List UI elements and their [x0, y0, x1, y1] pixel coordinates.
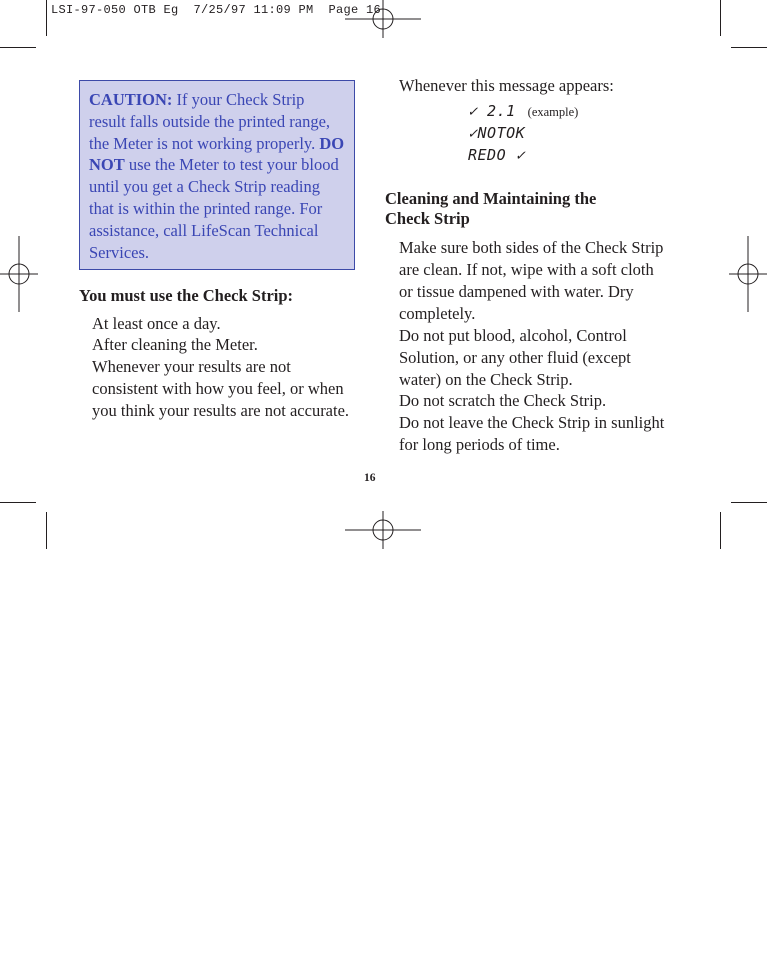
meter-display	[468, 102, 648, 168]
page-number: 16	[364, 472, 376, 484]
crop-mark-top-right-v	[720, 0, 721, 36]
caution-label: CAUTION:	[89, 90, 173, 109]
left-item-1: At least once a day.	[92, 314, 221, 333]
display-line-3: REDO ✓	[468, 146, 526, 164]
right-heading: Cleaning and Maintaining the Check Strip	[385, 189, 597, 228]
left-item-3: Whenever your results are not consistent with how you feel, or when you think your results are not accurate.	[92, 357, 350, 420]
caution-emphasis: DO NOT	[89, 133, 345, 175]
right-item-4: Do not leave the Check Strip in sunlight for long periods of time.	[399, 413, 665, 454]
caution-box	[79, 80, 355, 270]
left-item-2: After cleaning the Meter.	[92, 335, 258, 354]
registration-mark-left-icon	[0, 236, 38, 312]
print-slug: LSI-97-050 OTB Eg 7/25/97 11:09 PM Page 16	[51, 3, 382, 17]
display-example-note: (example)	[527, 105, 579, 119]
display-line-1: ✓ 2.1	[468, 102, 516, 120]
crop-mark-top-left-v	[46, 0, 47, 36]
right-item-3: Do not scratch the Check Strip.	[399, 391, 607, 410]
registration-mark-top-icon	[345, 0, 421, 38]
crop-mark-bottom-left-h	[0, 502, 36, 503]
crop-mark-top-right-h	[731, 47, 767, 48]
registration-mark-right-icon	[729, 236, 767, 312]
crop-mark-bottom-right-h	[731, 502, 767, 503]
crop-mark-bottom-left-v	[46, 512, 47, 549]
crop-mark-bottom-right-v	[720, 512, 721, 549]
crop-mark-top-left-h	[0, 47, 36, 48]
right-item-1: Make sure both sides of the Check Strip are clean. If not, wipe with a soft cloth or tissue dampened with water. Dry completely.	[399, 238, 664, 323]
display-line-2: ✓NOTOK	[468, 124, 526, 142]
caution-text-1: If your Check Strip result falls outside the printed range, the Meter is not working properly.	[89, 90, 331, 153]
right-intro: Whenever this message appears:	[399, 76, 614, 95]
caution-text-2: use the Meter to test your blood until you get a Check Strip reading that is within the printed range. For assistance, call LifeScan Technical Services.	[89, 155, 339, 262]
right-item-2: Do not put blood, alcohol, Control Solution, or any other fluid (except water) on the Check Strip.	[399, 326, 631, 389]
left-heading: You must use the Check Strip:	[79, 286, 294, 305]
registration-mark-bottom-icon	[345, 511, 421, 549]
